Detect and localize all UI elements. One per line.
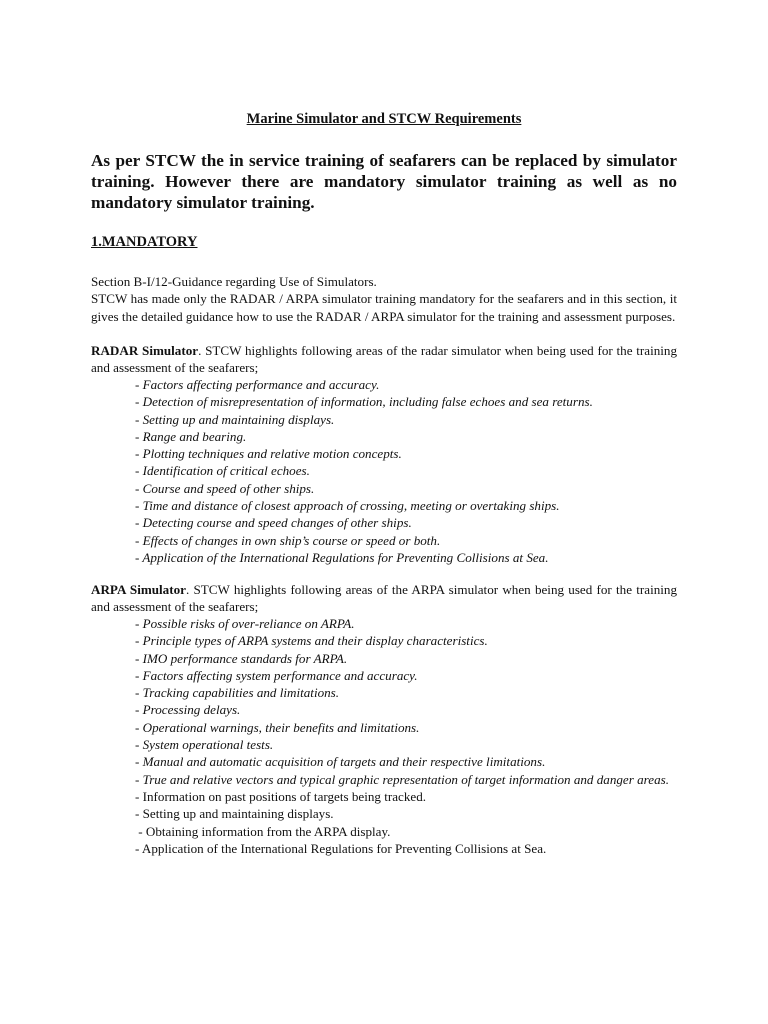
list-item: - Setting up and maintaining displays. bbox=[135, 806, 334, 822]
list-item: - IMO performance standards for ARPA. bbox=[135, 650, 348, 666]
list-item: - Processing delays. bbox=[135, 702, 241, 718]
list-item: - Principle types of ARPA systems and their display characteristics. bbox=[135, 633, 488, 649]
arpa-areas-list bbox=[135, 615, 677, 857]
arpa-intro-text: . STCW highlights following areas of the ARPA simulator when being used for the training and assessment of the seafarers; bbox=[91, 582, 677, 615]
radar-intro-text: . STCW highlights following areas of the radar simulator when being used for the training and assessment of the seafarers; bbox=[91, 343, 677, 376]
list-item: - Detecting course and speed changes of other ships. bbox=[135, 515, 412, 531]
radar-intro-paragraph bbox=[91, 342, 677, 377]
list-item: - Range and bearing. bbox=[135, 428, 247, 444]
list-item: - Factors affecting performance and accuracy. bbox=[135, 377, 380, 392]
radar-simulator-label: RADAR Simulator bbox=[91, 343, 199, 358]
arpa-intro-paragraph bbox=[91, 581, 677, 616]
arpa-simulator-label: ARPA Simulator bbox=[91, 582, 186, 597]
list-item: - Information on past positions of targets being tracked. bbox=[135, 788, 427, 804]
section-paragraph bbox=[91, 273, 677, 325]
list-item: - True and relative vectors and typical graphic representation of target information and danger areas. bbox=[135, 771, 669, 787]
list-item: - Obtaining information from the ARPA display. bbox=[135, 823, 391, 839]
list-item: - Application of the International Regulations for Preventing Collisions at Sea. bbox=[135, 840, 547, 856]
list-item: - Operational warnings, their benefits and limitations. bbox=[135, 719, 420, 735]
list-item: - Setting up and maintaining displays. bbox=[135, 411, 335, 427]
section-description: STCW has made only the RADAR / ARPA simulator training mandatory for the seafarers and in this section, it gives the detailed guidance how to use the RADAR / ARPA simulator for the training and assessment purposes. bbox=[91, 291, 677, 324]
document-title: Marine Simulator and STCW Requirements bbox=[246, 111, 522, 127]
intro-paragraph: As per STCW the in service training of seafarers can be replaced by simulator training. However there are mandatory simulator training as well as no mandatory simulator training. bbox=[91, 151, 677, 212]
list-item: - Plotting techniques and relative motion concepts. bbox=[135, 446, 402, 462]
list-item: - Tracking capabilities and limitations. bbox=[135, 685, 340, 701]
list-item: - Time and distance of closest approach of crossing, meeting or overtaking ships. bbox=[135, 498, 560, 514]
list-item: - Application of the International Regulations for Preventing Collisions at Sea. bbox=[135, 549, 549, 565]
radar-areas-list bbox=[135, 376, 677, 566]
list-item: - Course and speed of other ships. bbox=[135, 480, 315, 496]
list-item: - Identification of critical echoes. bbox=[135, 463, 310, 479]
list-item: - System operational tests. bbox=[135, 737, 274, 753]
list-item: - Factors affecting system performance and accuracy. bbox=[135, 667, 418, 683]
section-heading-mandatory: 1.MANDATORY bbox=[91, 234, 198, 250]
list-item: - Possible risks of over-reliance on ARPA. bbox=[135, 616, 355, 631]
list-item: - Detection of misrepresentation of information, including false echoes and sea returns. bbox=[135, 394, 593, 410]
section-reference-line: Section B-I/12-Guidance regarding Use of Simulators. bbox=[91, 274, 377, 289]
list-item: - Effects of changes in own ship’s course or speed or both. bbox=[135, 532, 441, 548]
list-item: - Manual and automatic acquisition of targets and their respective limitations. bbox=[135, 754, 546, 770]
